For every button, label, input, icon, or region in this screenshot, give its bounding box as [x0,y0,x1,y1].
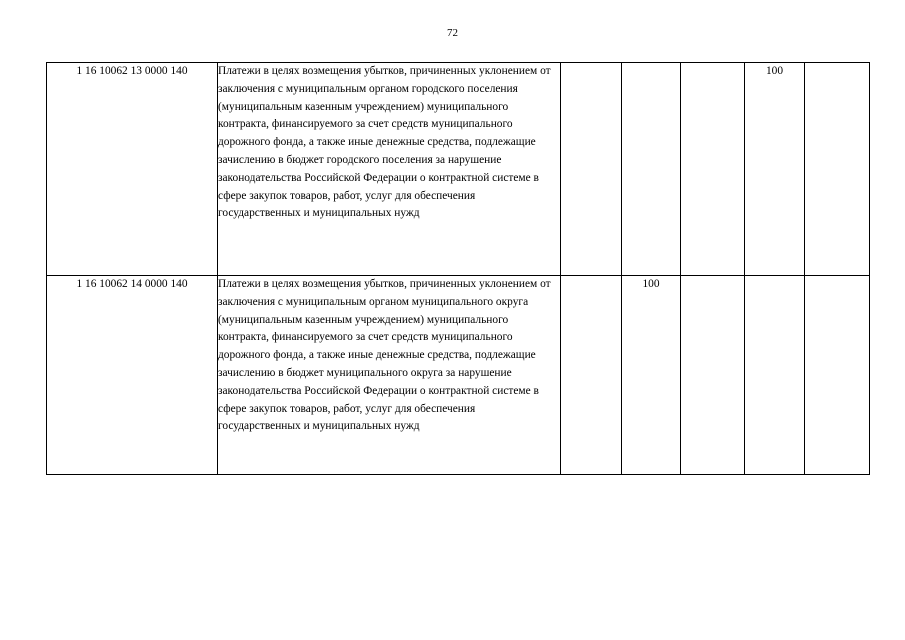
table-row [47,276,870,475]
value-cell [681,276,745,475]
value-cell [561,276,622,475]
value-cell [561,63,622,276]
description-cell: Платежи в целях возмещения убытков, причиненных уклонением от заключения с муниципальным органом городского поселения (муниципальным казенным учреждением) муниципального контракта, финансируемого за счет средств муниципального дорожного фонда, а также иные денежные средства, подлежащие зачислению в бюджет городского поселения за нарушение законодательства Российской Федерации о контрактной системе в сфере закупок товаров, работ, услуг для обеспечения государственных и муниципальных нужд [218,63,561,276]
value-cell: 100 [622,276,681,475]
description-cell: Платежи в целях возмещения убытков, причиненных уклонением от заключения с муниципальным органом муниципального округа (муниципальным казенным учреждением) муниципального контракта, финансируемого за счет средств муниципального дорожного фонда, а также иные денежные средства, подлежащие зачислению в бюджет муниципального округа за нарушение законодательства Российской Федерации о контрактной системе в сфере закупок товаров, работ, услуг для обеспечения государственных и муниципальных нужд [218,276,561,475]
budget-code-cell: 1 16 10062 14 0000 140 [47,276,218,475]
value-cell [805,63,870,276]
value-cell [622,63,681,276]
page-number: 72 [447,27,458,39]
value-cell [805,276,870,475]
value-cell [681,63,745,276]
budget-revenue-table [46,62,870,475]
value-cell: 100 [745,63,805,276]
value-cell [745,276,805,475]
budget-code-cell: 1 16 10062 13 0000 140 [47,63,218,276]
table-row [47,63,870,276]
